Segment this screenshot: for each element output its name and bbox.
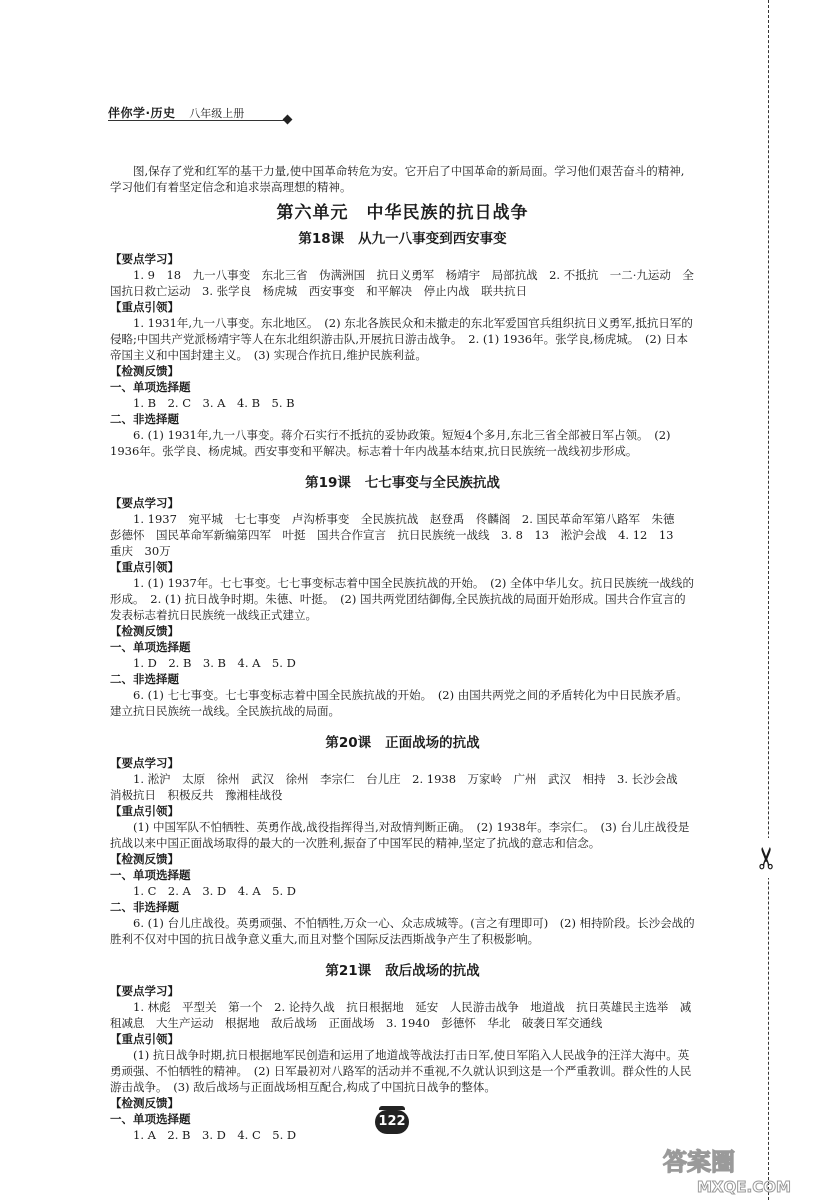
lesson-name: 从九一八事变到西安事变 <box>358 231 507 247</box>
mc-heading: 一、单项选择题 <box>110 640 191 654</box>
watermark-logo <box>655 1140 805 1200</box>
mc-heading: 一、单项选择题 <box>110 380 191 394</box>
lesson-name: 正面战场的抗战 <box>385 735 480 751</box>
lesson-name: 敌后战场的抗战 <box>385 963 480 979</box>
section-key-points: 【要点学习】 <box>110 756 179 770</box>
section-feedback: 【检测反馈】 <box>110 1096 179 1110</box>
lesson-20 <box>110 735 695 947</box>
unit-title: 第六单元 中华民族的抗日战争 <box>276 203 529 223</box>
mc-answers: 1. B 2. C 3. A 4. B 5. B <box>133 396 295 410</box>
section-key-points: 【要点学习】 <box>110 496 179 510</box>
focus-text: 1. (1) 1937年。七七事变。七七事变标志着中国全民族抗战的开始。 (2) 全体中华儿女。抗日民族统一战线的形成。 2. (1) 抗日战争时期。朱德、叶挺。 (2) 国共两党团结御侮,全民族抗战的局面开始形成。国共合作宣言的发表标志着抗日民族统一战线正式建立。 <box>110 576 695 622</box>
nmc-answers: 6. (1) 七七事变。七七事变标志着中国全民族抗战的开始。 (2) 由国共两党之间的矛盾转化为中日民族矛盾。建立抗日民族统一战线。全民族抗战的局面。 <box>110 688 688 718</box>
page-number: 122 <box>375 1110 409 1134</box>
nmc-heading: 二、非选择题 <box>110 672 179 686</box>
mc-answers: 1. C 2. A 3. D 4. A 5. D <box>133 884 296 898</box>
section-key-points: 【要点学习】 <box>110 984 179 998</box>
key-points-text: 1. 淞沪 太原 徐州 武汉 徐州 李宗仁 台儿庄 2. 1938 万家岭 广州 武汉 相持 3. 长沙会战 消极抗日 积极反共 豫湘桂战役 <box>110 772 690 802</box>
section-key-points: 【要点学习】 <box>110 252 179 266</box>
grade-label: 八年级上册 <box>189 107 245 120</box>
section-feedback: 【检测反馈】 <box>110 624 179 638</box>
cut-line <box>768 0 769 1200</box>
focus-text: 1. 1931年,九一八事变。东北地区。 (2) 东北各族民众和未撤走的东北军爱国官兵组织抗日义勇军,抵抗日军的侵略;中国共产党派杨靖宇等人在东北组织游击队,开展抗日游击战争。 2. (1) 1936年。张学良,杨虎城。 (2) 日本帝国主义和中国封建主义。 (3) 实现合作抗日,维护民族利益。 <box>110 316 693 362</box>
running-header <box>108 104 408 120</box>
mc-answers: 1. D 2. B 3. B 4. A 5. D <box>133 656 296 670</box>
lesson-number: 第18课 <box>298 231 345 247</box>
mc-answers: 1. A 2. B 3. D 4. C 5. D <box>133 1128 297 1142</box>
book-brand: 伴你学·历史 <box>108 106 176 120</box>
focus-text: (1) 中国军队不怕牺牲、英勇作战,战役指挥得当,对敌情判断正确。 (2) 1938年。李宗仁。 (3) 台儿庄战役是抗战以来中国正面战场取得的最大的一次胜利,振奋了中国军民的精神,坚定了抗战的意志和信念。 <box>110 820 690 850</box>
section-focus: 【重点引领】 <box>110 560 179 574</box>
lesson-number: 第19课 <box>305 475 351 491</box>
lesson-number: 第20课 <box>325 735 372 751</box>
lesson-18 <box>110 231 695 459</box>
lesson-19 <box>110 475 695 719</box>
svg-text:答案圈: 答案圈 <box>663 1148 735 1176</box>
lesson-title <box>110 735 695 751</box>
section-feedback: 【检测反馈】 <box>110 852 179 866</box>
key-points-text: 1. 9 18 九一八事变 东北三省 伪满洲国 抗日义勇军 杨靖宇 局部抗战 2. 不抵抗 一二·九运动 全国抗日救亡运动 3. 张学良 杨虎城 西安事变 和平解决 停止内战 联共抗日 <box>110 268 694 298</box>
section-feedback: 【检测反馈】 <box>110 364 179 378</box>
nmc-heading: 二、非选择题 <box>110 900 179 914</box>
intro-paragraph: 图,保存了党和红军的基干力量,使中国革命转危为安。它开启了中国革命的新局面。学习他们艰苦奋斗的精神,学习他们有着坚定信念和追求崇高理想的精神。 <box>110 164 685 194</box>
nmc-answers: 6. (1) 1931年,九一八事变。蒋介石实行不抵抗的妥协政策。短短4个多月,东北三省全部被日军占领。 (2) 1936年。张学良、杨虎城。西安事变和平解决。标志着十年内战基本结束,抗日民族统一战线初步形成。 <box>110 428 671 458</box>
key-points-text: 1. 1937 宛平城 七七事变 卢沟桥事变 全民族抗战 赵登禹 佟麟阁 2. 国民革命军第八路军 朱德 彭德怀 国民革命军新编第四军 叶挺 国共合作宣言 抗日民族统一战线 3. 8 13 淞沪会战 4. 12 13 重庆 30万 <box>110 512 687 558</box>
svg-text:MXQE.COM: MXQE.COM <box>697 1178 791 1196</box>
lesson-title <box>110 475 695 491</box>
mc-heading: 一、单项选择题 <box>110 868 191 882</box>
answer-content <box>110 163 695 1143</box>
focus-text: (1) 抗日战争时期,抗日根据地军民创造和运用了地道战等战法打击日军,使日军陷入人民战争的汪洋大海中。英勇顽强、不怕牺牲的精神。 (2) 日军最初对八路军的活动并不重视,不久就认识到这是一个严重教训。群众性的人民游击战争。 (3) 敌后战场与正面战场相互配合,构成了中国抗日战争的整体。 <box>110 1048 692 1094</box>
lesson-title <box>110 963 695 979</box>
header-rule <box>108 120 284 121</box>
nmc-answers: 6. (1) 台儿庄战役。英勇顽强、不怕牺牲,万众一心、众志成城等。(言之有理即可) (2) 相持阶段。长沙会战的胜利不仅对中国的抗日战争意义重大,而且对整个国际反法西斯战争产生了积极影响。 <box>110 916 695 946</box>
lesson-title <box>110 231 695 247</box>
section-focus: 【重点引领】 <box>110 1032 179 1046</box>
scissors-icon: ✂ <box>748 838 788 878</box>
mc-heading: 一、单项选择题 <box>110 1112 191 1126</box>
nmc-heading: 二、非选择题 <box>110 412 179 426</box>
lesson-name: 七七事变与全民族抗战 <box>364 475 500 491</box>
section-focus: 【重点引领】 <box>110 804 179 818</box>
lesson-number: 第21课 <box>325 963 372 979</box>
section-focus: 【重点引领】 <box>110 300 179 314</box>
key-points-text: 1. 林彪 平型关 第一个 2. 论持久战 抗日根据地 延安 人民游击战争 地道战 抗日英雄民主选举 减租减息 大生产运动 根据地 敌后战场 正面战场 3. 1940 彭德怀 华北 破袭日军交通线 <box>110 1000 692 1030</box>
